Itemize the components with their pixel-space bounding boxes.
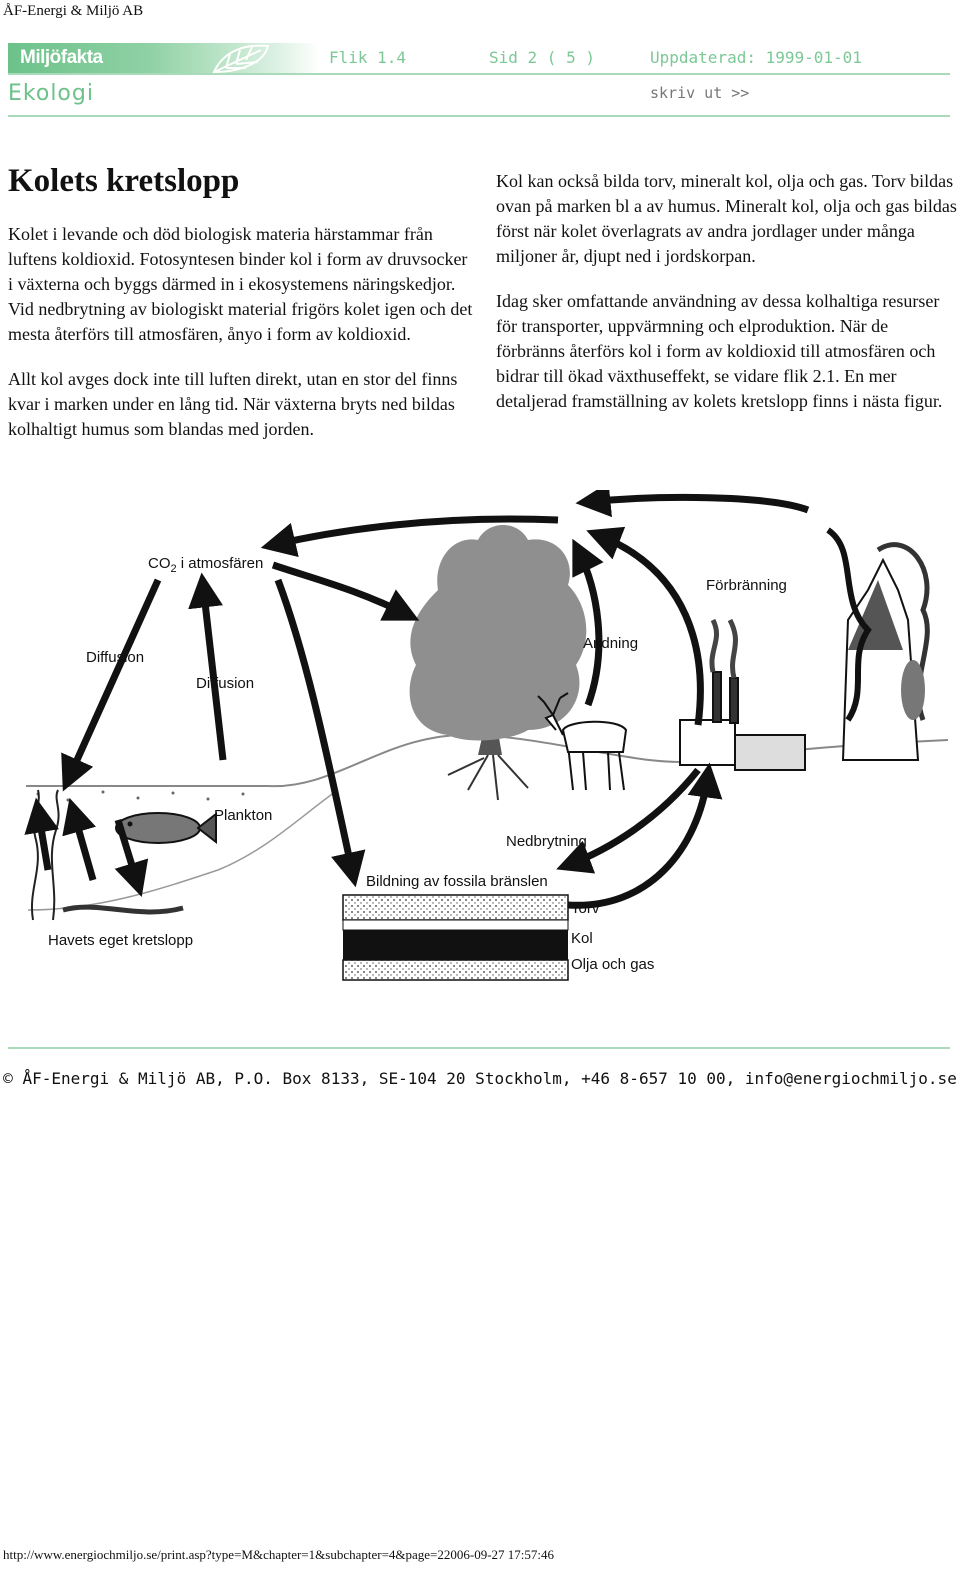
- arrow-co2-to-tree: [273, 565, 408, 615]
- tree-icon: [410, 525, 587, 800]
- footer: © ÅF-Energi & Miljö AB, P.O. Box 8133, SE-104 20 Stockholm, +46 8-657 10 00, info@energiochmiljo.se: [3, 1069, 957, 1088]
- paragraph: Kol kan också bilda torv, mineralt kol, olja och gas. Torv bildas ovan på marken bl a av humus. Mineralt kol, olja och gas bildas först när kolet överlagrats av andra jordlager under många miljoner år, djupt ned i jordskorpan.: [496, 171, 957, 266]
- paragraph: Allt kol avges dock inte till luften direkt, utan en stor del finns kvar i marken under en lång tid. När växterna bryts ned bildas kolhaltigt humus som blandas med jorden.: [8, 369, 458, 439]
- label-diffusion: Diffusion: [196, 675, 255, 692]
- label-andning: Andning: [583, 635, 639, 652]
- page-title: Kolets kretslopp: [8, 163, 240, 199]
- section-title: Ekologi: [8, 81, 94, 106]
- logo-text: Miljöfakta: [20, 47, 103, 68]
- left-column: [8, 222, 473, 462]
- banner: [8, 43, 950, 75]
- flik-label: Flik 1.4: [329, 48, 407, 67]
- header-rule: [8, 115, 950, 117]
- arrow-fossil-to-factory: [568, 775, 708, 905]
- fossil-layers: [343, 895, 568, 980]
- label-bildning: Bildning av fossila bränslen: [366, 873, 548, 890]
- burning-forest-icon: [828, 530, 927, 760]
- eel-icon: [63, 907, 183, 912]
- label-forbranning: Förbränning: [706, 577, 787, 594]
- print-url: http://www.energiochmiljo.se/print.asp?type=M&chapter=1&subchapter=4&page=22006-09-27 17:57:46: [3, 1547, 555, 1562]
- arrow-sea-up: [73, 810, 93, 880]
- arrow-burning-to-co2: [588, 497, 808, 510]
- paragraph: Kolet i levande och död biologisk materia härstammar från luftens koldioxid. Fotosyntesen binder kol i form av druvsocker i växterna och byggs därmed in i ekosystemens näringskedjor. Vid nedbrytning av biologiskt material frigörs kolet igen och det mesta återförs till atmosfären, ånyo i form av koldioxid.: [8, 224, 473, 344]
- seabed: [28, 790, 338, 910]
- print-link[interactable]: skriv ut >>: [650, 84, 750, 102]
- arrow-factory-up: [598, 535, 700, 725]
- fish-icon: [116, 813, 216, 843]
- right-column: [496, 169, 958, 434]
- arrow-down-to-fossil: [278, 580, 353, 875]
- carbon-cycle-diagram: [8, 490, 958, 1005]
- arrow-diffusion-down: [68, 580, 158, 780]
- paragraph: Idag sker omfattande användning av dessa kolhaltiga resurser för transporter, uppvärmning och elproduktion. När de förbränns återförs kol i form av koldioxid till atmosfären och bidrar till ökad växthuseffekt, se vidare flik 2.1. En mer detaljerad framställning av kolets kretslopp finns i nästa figur.: [496, 291, 943, 411]
- label-kol: Kol: [571, 930, 593, 947]
- logo: [8, 43, 320, 73]
- updated-date: Uppdaterad: 1999-01-01: [650, 48, 862, 67]
- leaf-icon: [206, 42, 276, 74]
- arrow-sea-left: [38, 810, 48, 870]
- label-havets-kretslopp: Havets eget kretslopp: [48, 932, 194, 949]
- page-indicator: Sid 2 ( 5 ): [489, 48, 595, 67]
- print-header: ÅF-Energi & Miljö AB: [3, 3, 144, 19]
- water-surface: [37, 791, 245, 802]
- label-plankton: Plankton: [214, 807, 273, 824]
- label-diffusion: Diffusion: [86, 649, 145, 666]
- label-co2: $CO_2$ i atmosfären: [148, 555, 264, 575]
- label-nedbrytning: Nedbrytning: [506, 833, 587, 850]
- banner-rule: [8, 73, 950, 75]
- label-olja-gas: Olja och gas: [571, 956, 655, 973]
- footer-rule: [8, 1047, 950, 1049]
- arrow-diffusion-up: [203, 585, 223, 760]
- label-torv: Torv: [571, 900, 600, 917]
